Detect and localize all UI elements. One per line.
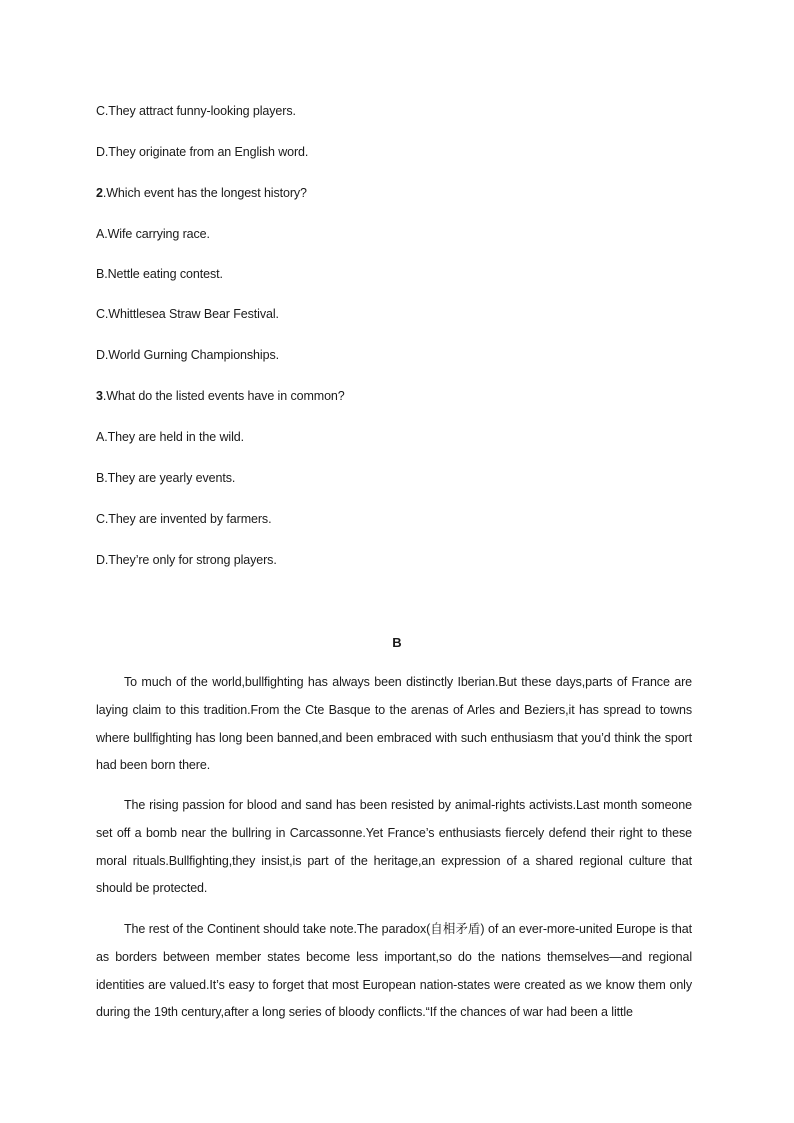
q3-stem: [96, 388, 345, 404]
passage-paragraph-1: To much of the world,bullfighting has always been distinctly Iberian.But these days,parts of France are laying claim to this tradition.From the Cte Basque to the arenas of Arles and Beziers,it has spread to towns where bullfighting has long been banned,and been embraced with such enthusiasm that you’d think the sport had been born there.: [96, 675, 692, 773]
q3-option-d: D.They’re only for strong players.: [96, 553, 277, 567]
q3-option-b: B.They are yearly events.: [96, 471, 236, 485]
q3-number: 3: [96, 389, 103, 403]
q2-option-d: D.World Gurning Championships.: [96, 348, 279, 362]
q3-option-a: A.They are held in the wild.: [96, 430, 244, 444]
q1-option-c: C.They attract funny-looking players.: [96, 104, 296, 118]
q2-stem-text: .Which event has the longest history?: [102, 186, 307, 200]
section-b-title: B: [392, 635, 402, 650]
q1-option-d: D.They originate from an English word.: [96, 145, 309, 159]
q2-option-b: B.Nettle eating contest.: [96, 267, 223, 281]
q2-option-c: C.Whittlesea Straw Bear Festival.: [96, 307, 279, 321]
q2-stem: [96, 185, 307, 201]
passage-paragraph-2: The rising passion for blood and sand has been resisted by animal-rights activists.Last month someone set off a bomb near the bullring in Carcassonne.Yet France’s enthusiasts fiercely defend their right to these moral rituals.Bullfighting,they insist,is part of the heritage,an expression of a shared regional culture that should be protected.: [96, 798, 692, 896]
q3-option-c: C.They are invented by farmers.: [96, 512, 272, 526]
q2-number: 2: [96, 186, 103, 200]
q3-stem-text: .What do the listed events have in common?: [102, 389, 345, 403]
q2-option-a: A.Wife carrying race.: [96, 227, 210, 241]
passage-paragraph-3: The rest of the Continent should take note.The paradox(自相矛盾) of an ever-more-united Europe is that as borders between member states become less important,so do the nations themselves—and regional identities are valued.It’s easy to forget that most European nation-states were created as we know them only during the 19th century,after a long series of bloody conflicts.“If the chances of war had been a little: [96, 922, 692, 1020]
